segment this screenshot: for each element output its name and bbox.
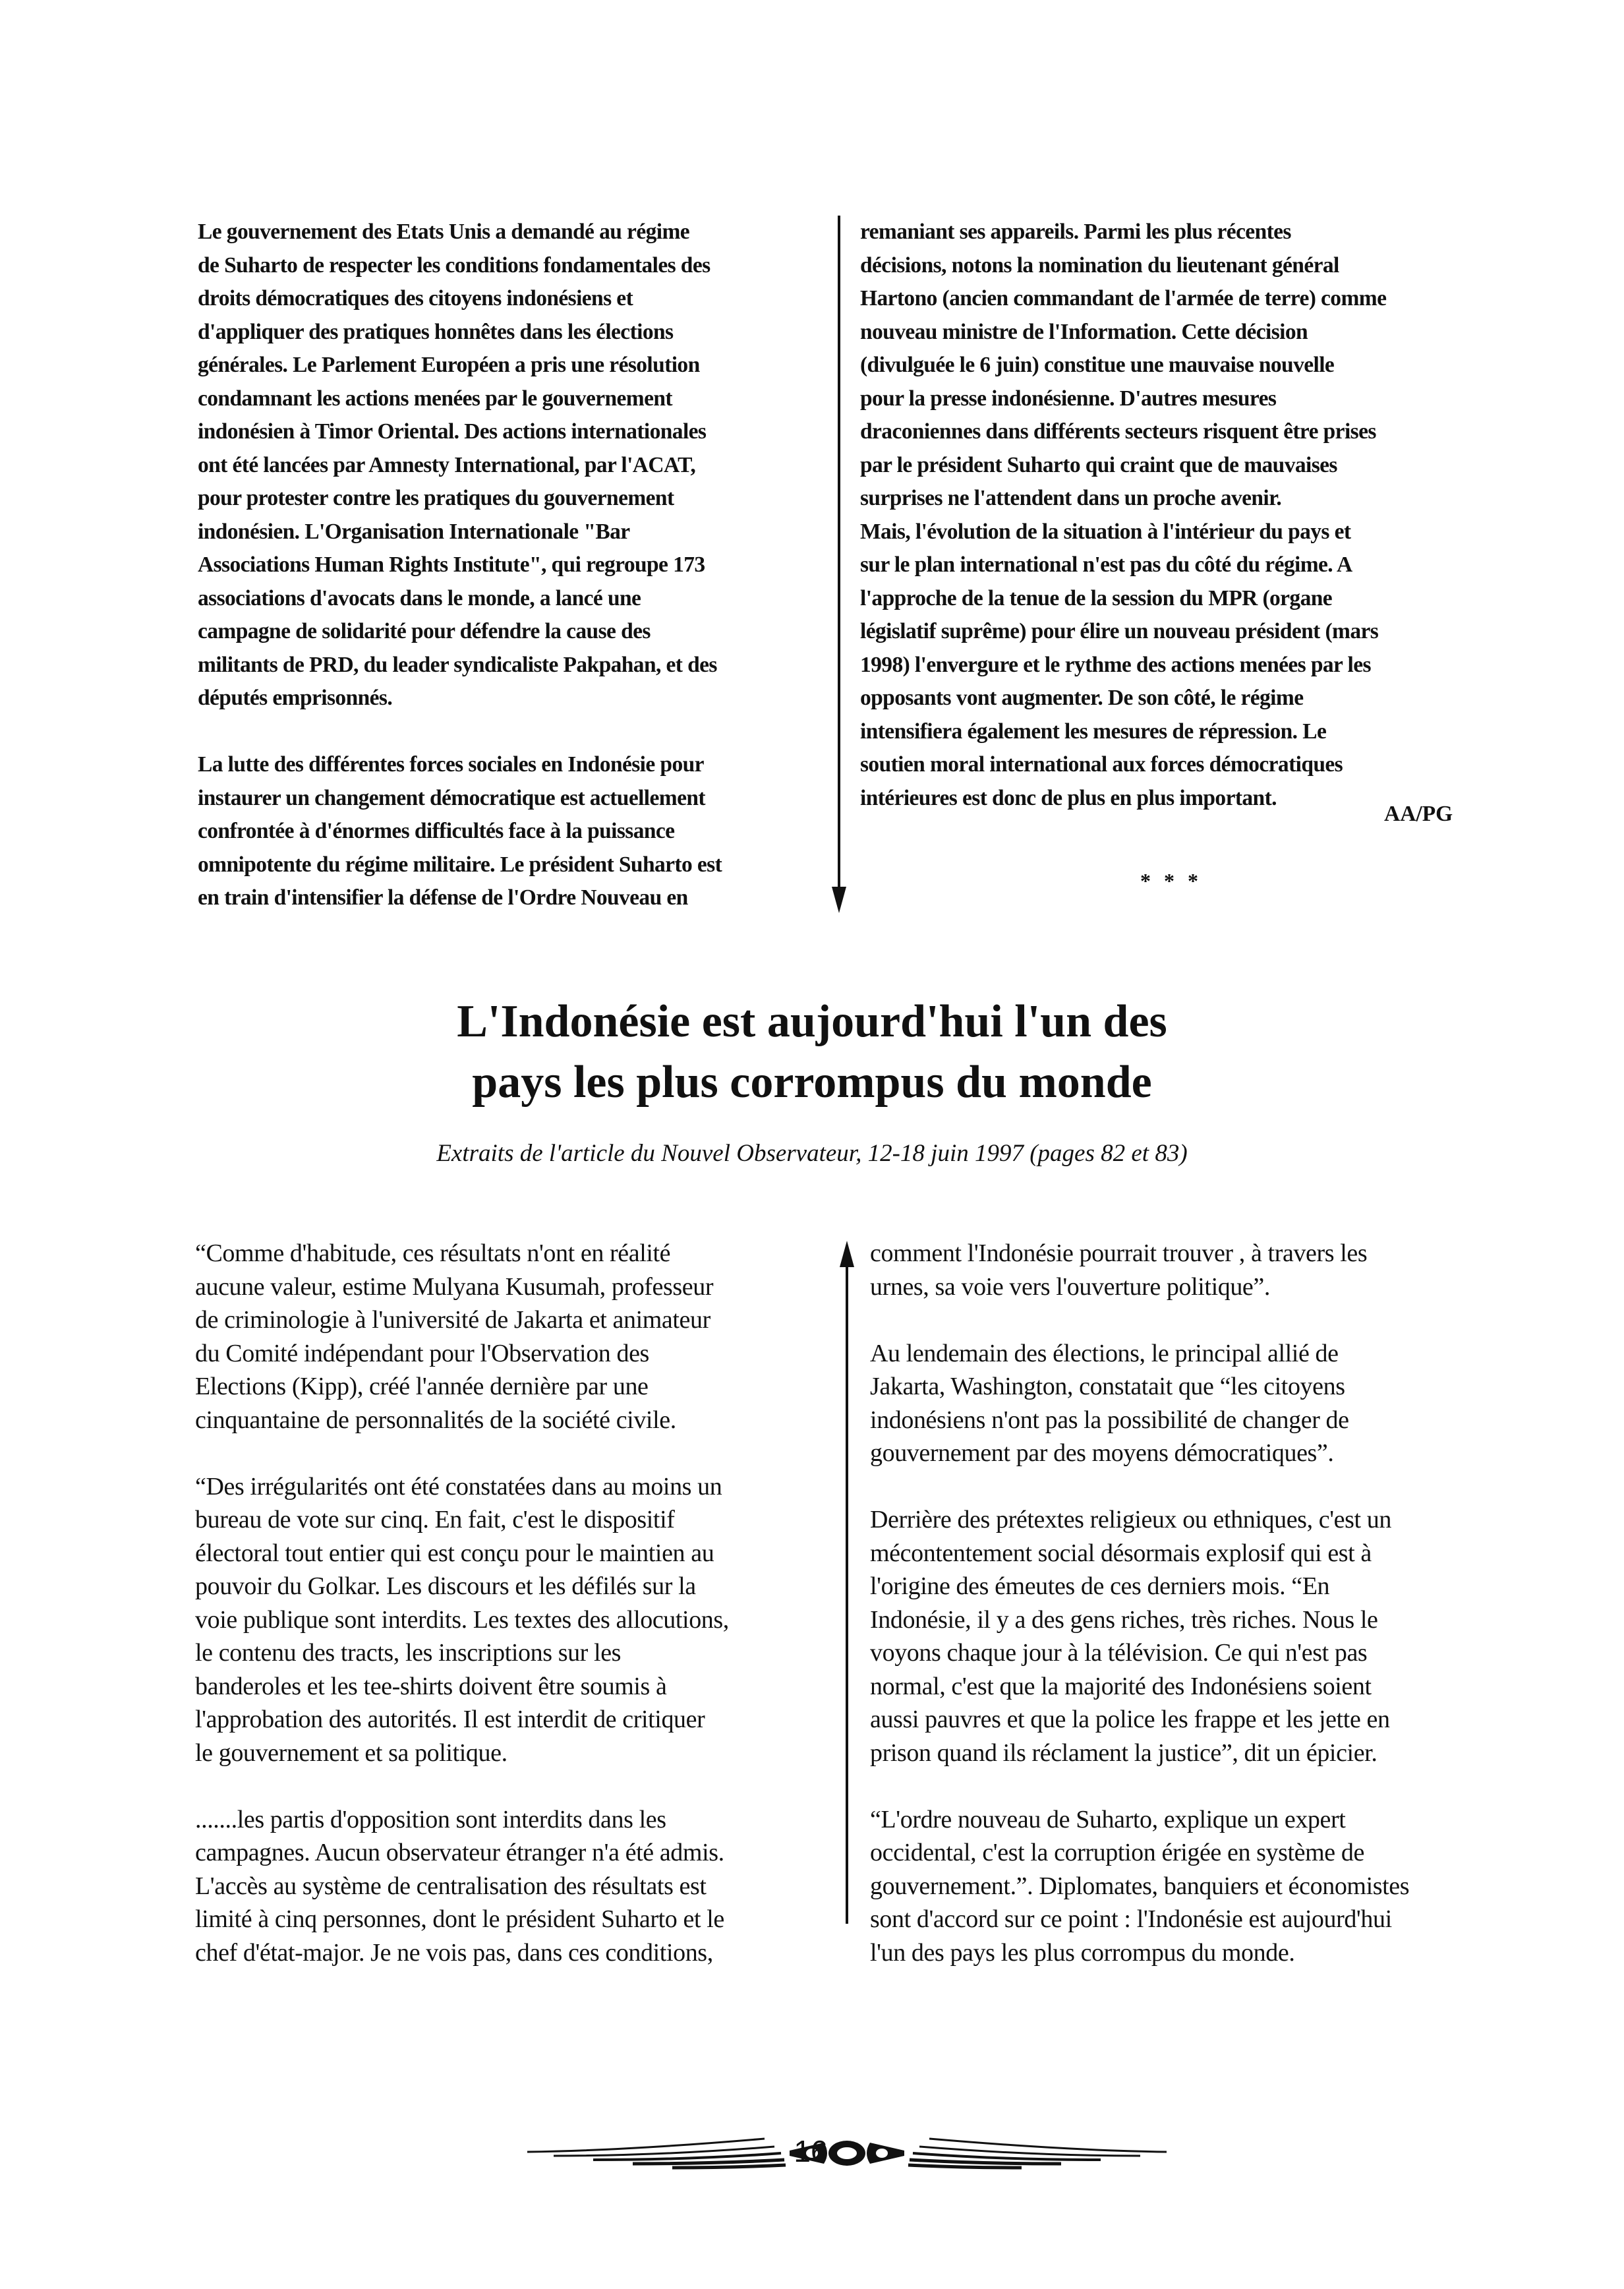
arrow-up-icon [837,1239,857,1925]
ornament-divider-icon [514,2110,1180,2189]
section1-left-column: Le gouvernement des Etats Unis a demandé au régime de Suharto de respecter les conditions fondamentales des droits démocratiques des citoyens indonésiens et d'appliquer des pratiques honnêtes dans les élections générales. Le Parlement Européen a pris une résolution condamnant les actions menées par le gouvernement indonésien à Timor Oriental. Des actions internationales ont été lancées par Amnesty International, par l'ACAT, pour protester contre les pratiques du gouvernement indonésien. L'Organisation Internationale "Bar Associations Human Rights Institute", qui regroupe 173 associations d'avocats dans le monde, a lancé une campagne de solidarité pour défendre la cause des militants de PRD, du leader syndicaliste Pakpahan, et des députés emprisonnés. La lutte des différentes forces sociales en Indonésie pour instaurer un changement démocratique est actuellement confrontée à d'énormes difficultés face à la puissance omnipotente du régime militaire. Le président Suharto est en train d'intensifier la défense de l'Ordre Nouveau en [198,220,722,910]
article-left-column: “Comme d'habitude, ces résultats n'ont en réalité aucune valeur, estime Mulyana Kusumah, professeur de criminologie à l'université de Jakarta et animateur du Comité indépendant pour l'Observation des Elections (Kipp), créé l'année dernière par une cinquantaine de personnalités de la société civile. “Des irrégularités ont été constatées dans au moins un bureau de vote sur cinq. En fait, c'est le dispositif électoral tout entier qui est conçu pour le maintien au pouvoir du Golkar. Les discours et les défilés sur la voie publique sont interdits. Les textes des allocutions, le contenu des tracts, les inscriptions sur les banderoles et les tee-shirts doivent être soumis à l'approbation des autorités. Il est interdit de critiquer le gouvernement et sa politique. .......les partis d'opposition sont interdits dans les campagnes. Aucun observateur étranger n'a été admis. L'accès au système de centralisation des résultats est limité à cinq personnes, dont le président Suharto et le chef d'état-major. Je ne vois pas, dans ces conditions, [195,1239,729,1967]
arrow-down-icon [829,216,849,914]
article-title: L'Indonésie est aujourd'hui l'un des pays les plus corrompus du monde [457,996,1167,1108]
page-number: 16 [794,2134,828,2168]
section1-right-column: remaniant ses appareils. Parmi les plus récentes décisions, notons la nomination du lieutenant général Hartono (ancien commandant de l'armée de terre) comme nouveau ministre de l'Information. Cette décision (divulguée le 6 juin) constitue une mauvaise nouvelle pour la presse indonésienne. D'autres mesures draconiennes dans différents secteurs risquent être prises par le président Suharto qui craint que de mauvaises surprises ne l'attendent dans un proche avenir. Mais, l'évolution de la situation à l'intérieur du pays et sur le plan international n'est pas du côté du régime. A l'approche de la tenue de la session du MPR (organe législatif suprême) pour élire un nouveau président (mars 1998) l'envergure et le rythme des actions menées par les opposants vont augmenter. De son côté, le régime intensifiera également les mesures de répression. Le soutien moral international aux forces démocratiques intérieures est donc de plus en plus important. [860,220,1387,810]
section-separator: * * * [1140,869,1202,893]
article-subtitle: Extraits de l'article du Nouvel Observateur, 12-18 juin 1997 (pages 82 et 83) [436,1140,1188,1167]
article-right-column: comment l'Indonésie pourrait trouver , à travers les urnes, sa voie vers l'ouverture politique”. Au lendemain des élections, le principal allié de Jakarta, Washington, constatait que “les citoyens indonésiens n'ont pas la possibilité de changer de gouvernement par des moyens démocratiques”. Derrière des prétextes religieux ou ethniques, c'est un mécontentement social désormais explosif qui est à l'origine des émeutes de ces derniers mois. “En Indonésie, il y a des gens riches, très riches. Nous le voyons chaque jour à la télévision. Ce qui n'est pas normal, c'est que la majorité des Indonésiens soient aussi pauvres et que la police les frappe et les jette en prison quand ils réclament la justice”, dit un épicier. “L'ordre nouveau de Suharto, explique un expert occidental, c'est la corruption érigée en système de gouvernement.”. Diplomates, banquiers et économistes sont d'accord sur ce point : l'Indonésie est aujourd'hui l'un des pays les plus corrompus du monde. [870,1239,1410,1967]
signature: AA/PG [1384,802,1453,826]
